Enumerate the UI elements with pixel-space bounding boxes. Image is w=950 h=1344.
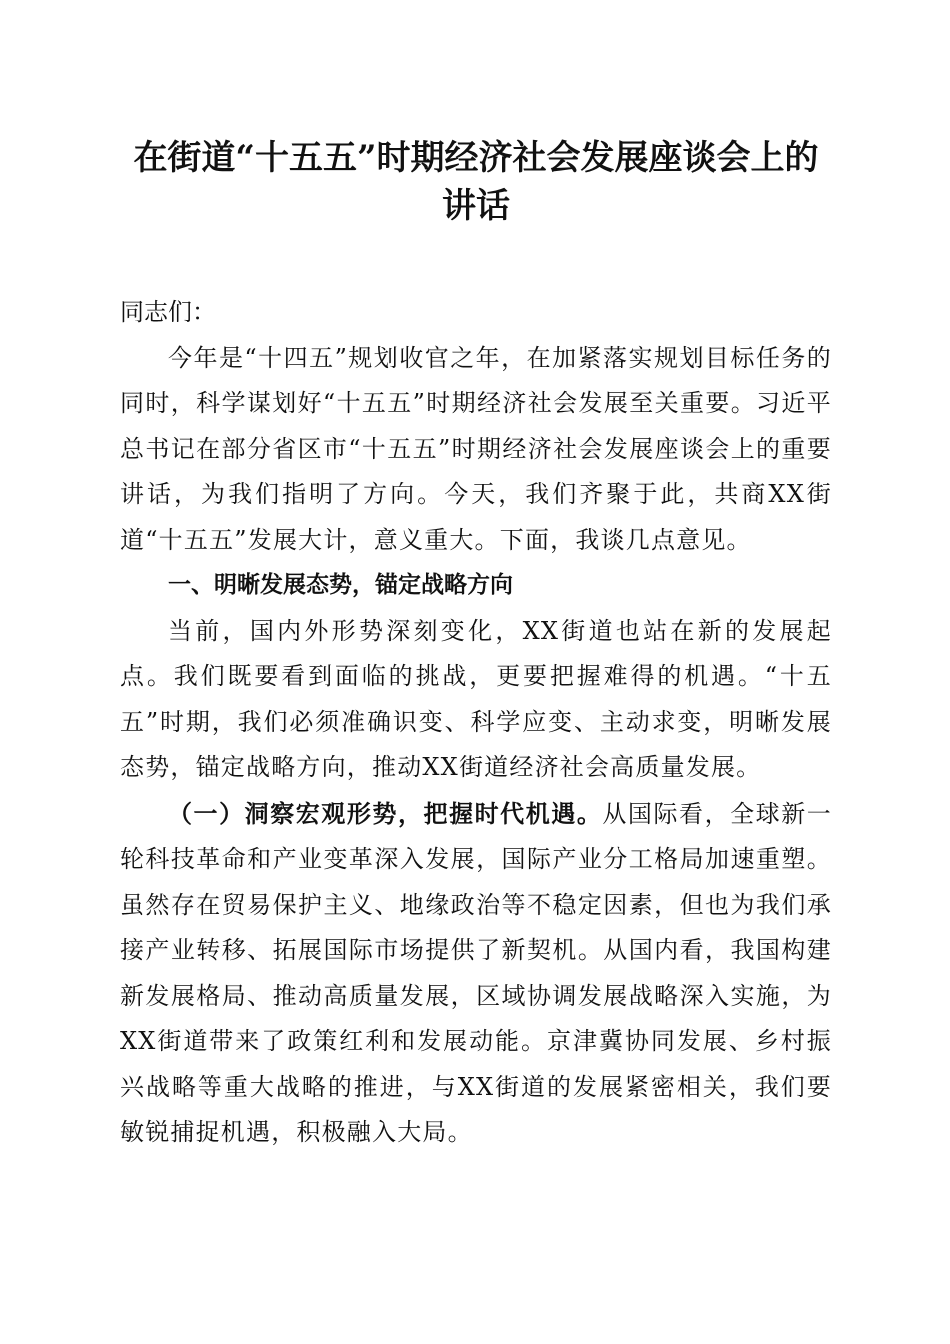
salutation: 同志们：: [120, 298, 216, 326]
document-body: [120, 290, 832, 1156]
section-heading-1: 一、明晰发展态势，锚定战略方向: [168, 572, 513, 598]
intro-paragraph: 今年是“十四五”规划收官之年，在加紧落实规划目标任务的同时，科学谋划好“十五五”时期经济社会发展至关重要。习近平总书记在部分省区市“十五五”时期经济社会发展座谈会上的重要讲话，为我们指明了方向。今天，我们齐聚于此，共商XX街道“十五五”发展大计，意义重大。下面，我谈几点意见。: [120, 343, 832, 554]
subsection1-paragraph: [120, 791, 832, 1156]
subsection1-lead: （一）洞察宏观形势，把握时代机遇。: [168, 798, 603, 828]
section1-paragraph: 当前，国内外形势深刻变化，XX街道也站在新的发展起点。我们既要看到面临的挑战，更要把握难得的机遇。“十五五”时期，我们必须准确识变、科学应变、主动求变，明晰发展态势，锚定战略方向，推动XX街道经济社会高质量发展。: [120, 616, 832, 781]
document-title: 在街道“十五五”时期经济社会发展座谈会上的讲话: [133, 138, 819, 226]
subsection1-text: 从国际看，全球新一轮科技革命和产业变革深入发展，国际产业分工格局加速重塑。虽然存在贸易保护主义、地缘政治等不稳定因素，但也为我们承接产业转移、拓展国际市场提供了新契机。从国内看，我国构建新发展格局、推动高质量发展，区域协调发展战略深入实施，为XX街道带来了政策红利和发展动能。京津冀协同发展、乡村振兴战略等重大战略的推进，与XX街道的发展紧密相关，我们要敏锐捕捉机遇，积极融入大局。: [120, 799, 832, 1146]
document-page: [120, 0, 832, 1156]
